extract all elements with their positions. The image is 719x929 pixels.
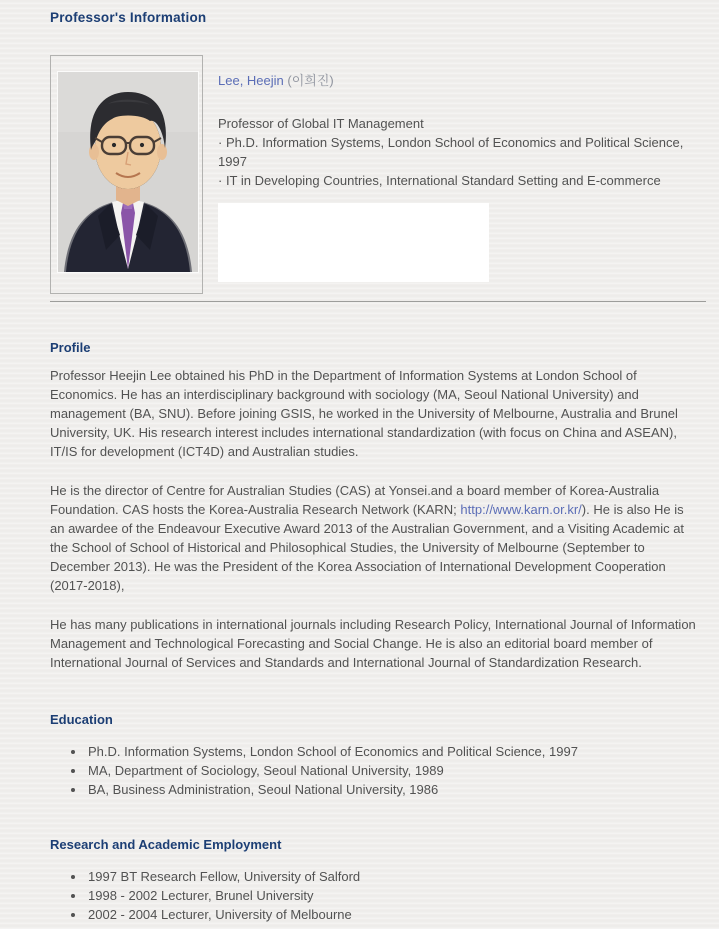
education-heading: Education [50,712,113,727]
employment-item: • 2002 - 2004 Lecturer, University of Melbourne [86,905,700,924]
professor-position: Professor of Global IT Management [218,116,424,131]
employment-list [50,867,700,924]
page-title: Professor's Information [50,10,207,25]
employment-item: • 1998 - 2002 Lecturer, Brunel University [86,886,700,905]
professor-name-link[interactable] [218,73,334,88]
education-list [50,742,700,799]
section-divider [50,301,706,302]
blank-contact-box [218,203,489,282]
professor-photo-frame [50,55,203,294]
education-item: • MA, Department of Sociology, Seoul National University, 1989 [86,761,700,780]
professor-summary [218,55,696,282]
professor-degree-line: · Ph.D. Information Systems, London School of Economics and Political Science, 1997 [218,135,684,169]
professor-research-line: · IT in Developing Countries, International Standard Setting and E-commerce [218,173,661,188]
education-item: • BA, Business Administration, Seoul National University, 1986 [86,780,700,799]
profile-heading: Profile [50,340,91,355]
professor-photo [58,72,198,272]
professor-name-en: Lee, Heejin [218,73,284,88]
professor-card [50,55,700,294]
profile-paragraph-3: He has many publications in international journals including Research Policy, International Journal of Information Management and Technological Forecasting and Social Change. He is also an editorial board member of International Journal of Services and Standards and International Journal of Standardization Research. [50,617,696,670]
professor-name-kr: (이희진) [283,73,334,88]
employment-heading: Research and Academic Employment [50,837,282,852]
profile-paragraph-1: Professor Heejin Lee obtained his PhD in the Department of Information Systems at London School of Economics. He has an interdisciplinary background with sociology (MA, Seoul National University) and management (BA, SNU). Before joining GSIS, he worked in the University of Melbourne, Australia and Brunel University, UK. His research interest includes international standardization (with focus on China and ASEAN), IT/IS for development (ICT4D) and Australian studies. [50,368,678,459]
profile-paragraph-2 [50,481,700,595]
karn-url-link[interactable]: http://www.karn.or.kr/ [460,502,582,517]
profile-paragraph-2-text-before: He is the director of Centre for Australian Studies (CAS) at Yonsei.and a board member of Korea-Australia Foundation. CAS hosts the Korea-Australia Research Network (KARN; [50,483,660,517]
profile-paragraph-2-text-after: ). He is also He is an awardee of the Endeavour Executive Award 2013 of the Australian Government, and a Visiting Academic at the School of School of Historical and Philosophical Studies, the University of Melbourne (September to December 2013). He was the President of the Korea Association of International Development Cooperation (2017-2018), [50,502,685,593]
employment-item: • 1997 BT Research Fellow, University of Salford [86,867,700,886]
education-item: • Ph.D. Information Systems, London School of Economics and Political Science, 1997 [86,742,700,761]
